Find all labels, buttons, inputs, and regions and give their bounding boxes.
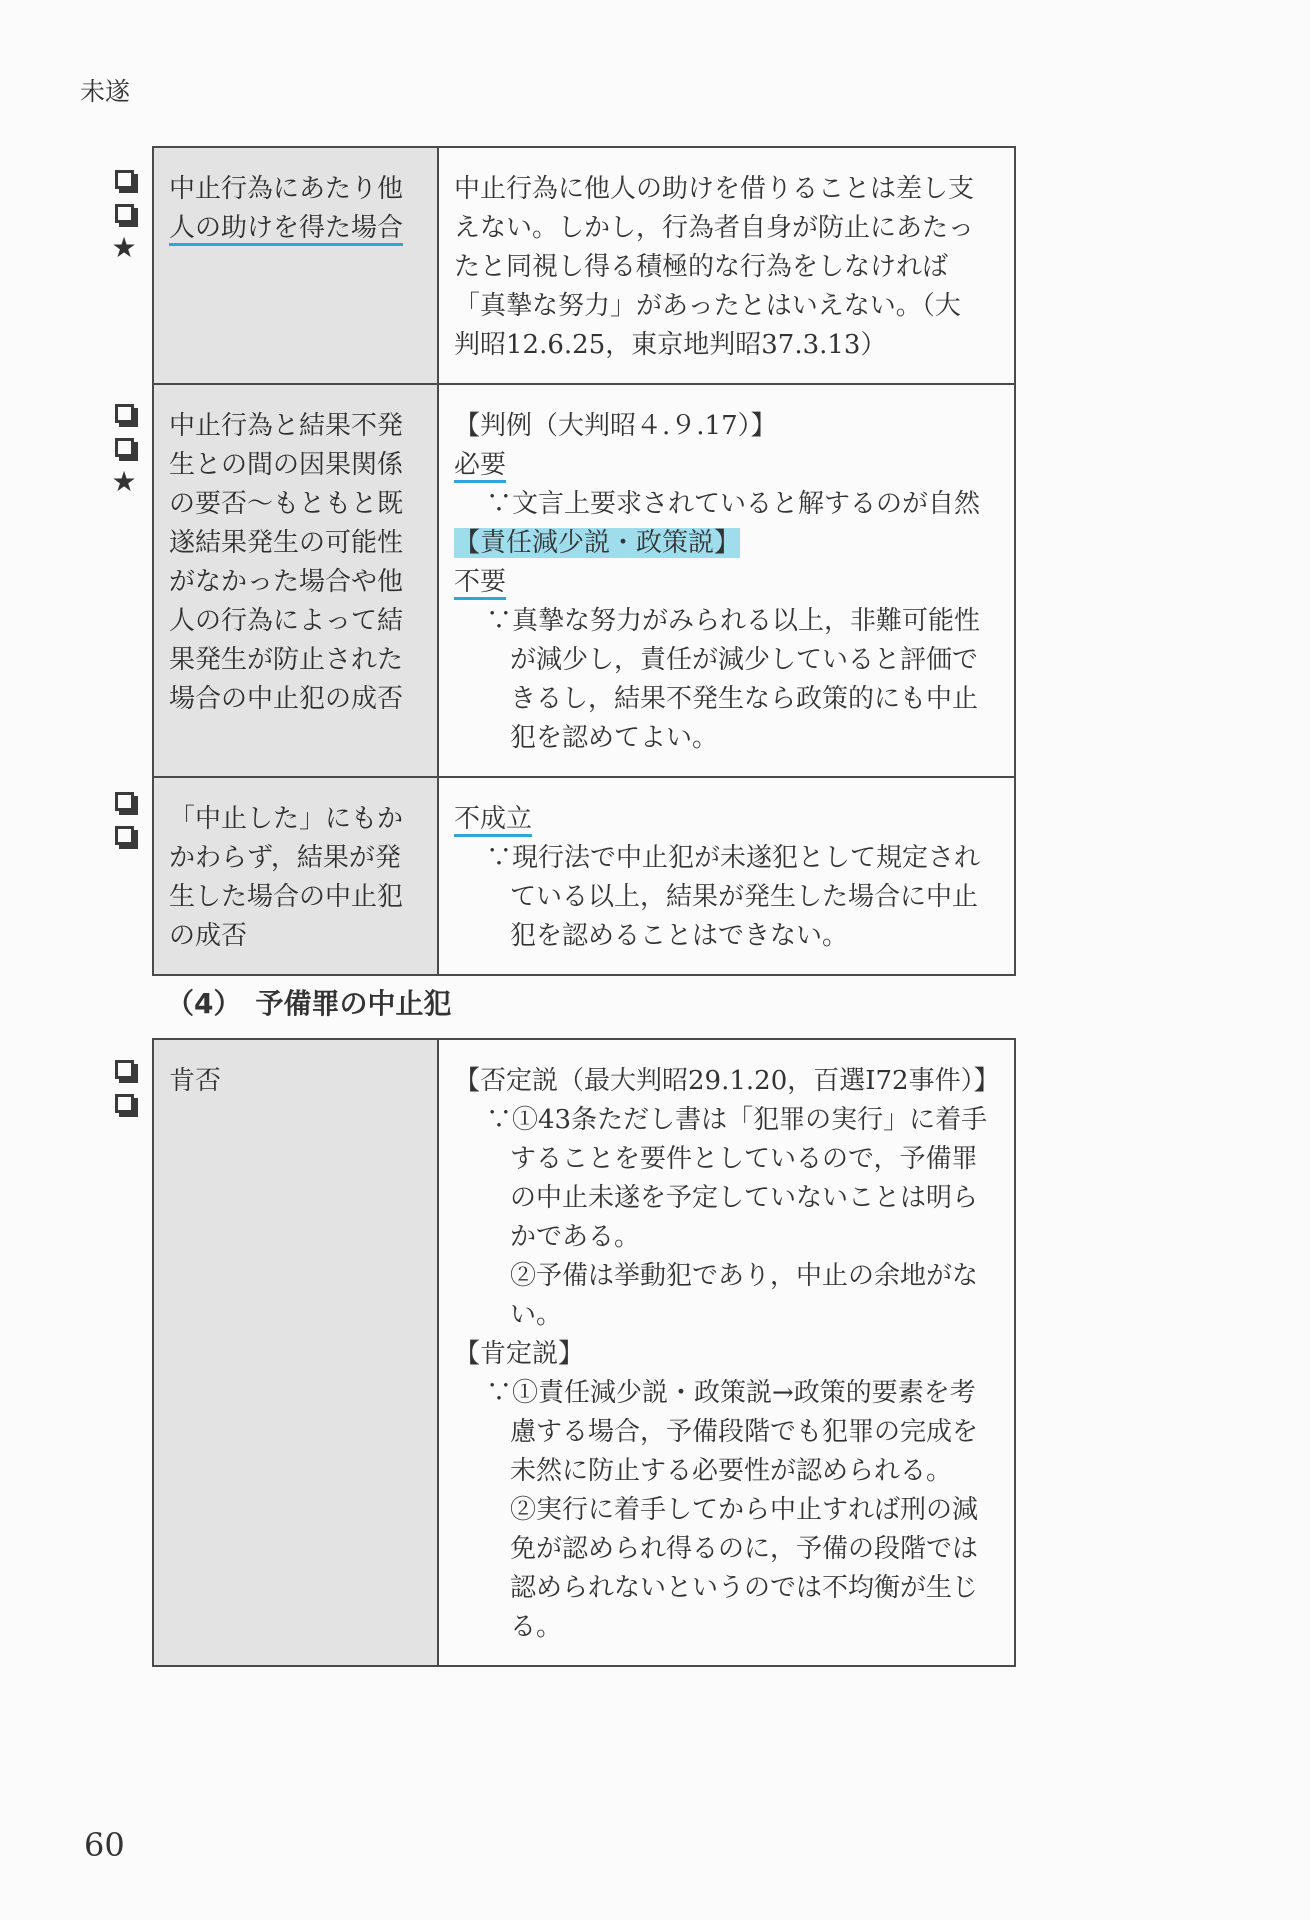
- content-line: えない。しかし，行為者自身が防止にあたっ: [454, 213, 975, 243]
- issue-cell: [153, 384, 438, 777]
- content-line: かである。: [510, 1222, 641, 1252]
- content-line: ∵真摯な努力がみられる以上，非難可能性: [486, 606, 981, 636]
- issue-cell: [153, 1039, 438, 1666]
- content-line: たと同視し得る積極的な行為をしなければ: [454, 252, 949, 282]
- row4-marks: [104, 1054, 144, 1122]
- checkbox-icon[interactable]: [115, 204, 134, 223]
- content-line: 【責任減少説・政策説】: [454, 528, 741, 558]
- issue-line: 中止行為にあたり他: [169, 174, 404, 204]
- issue-cell: [153, 147, 438, 384]
- checkbox-icon[interactable]: [115, 438, 134, 457]
- content-line: ②予備は挙動犯であり，中止の余地がな: [510, 1261, 979, 1291]
- checkbox-icon[interactable]: [115, 1094, 134, 1113]
- issue-line: の成否: [169, 921, 248, 951]
- preparation-table: [152, 1038, 1016, 1667]
- content-line: ∵①責任減少説・政策説→政策的要素を考: [486, 1378, 976, 1408]
- table-row: [153, 1039, 1015, 1666]
- checkbox-icon[interactable]: [115, 826, 134, 845]
- content-line: の中止未遂を予定していないことは明ら: [510, 1183, 979, 1213]
- content-line: ている以上，結果が発生した場合に中止: [510, 882, 979, 912]
- issue-line: がなかった場合や他: [169, 567, 404, 597]
- issue-cell: [153, 777, 438, 975]
- content-line: 免が認められ得るのに，予備の段階では: [510, 1534, 979, 1564]
- content-line: 【判例（大判昭４.９.17）】: [454, 411, 777, 441]
- issue-line: かわらず，結果が発: [169, 843, 401, 873]
- star-icon: ★: [111, 465, 137, 498]
- section-heading: （4） 予備罪の中止犯: [166, 987, 452, 1020]
- content-cell: [438, 777, 1015, 975]
- content-cell: [438, 147, 1015, 384]
- content-line: 【否定説（最大判昭29.1.20，百選Ⅰ72事件）】: [454, 1066, 1000, 1096]
- issue-line: 人の助けを得た場合: [169, 209, 423, 248]
- content-line: 中止行為に他人の助けを借りることは差し支: [454, 174, 975, 204]
- content-line: 【肯定説】: [454, 1339, 585, 1369]
- content-line: い。: [510, 1300, 563, 1330]
- content-line: 必要: [454, 446, 1000, 485]
- row1-marks: [104, 164, 144, 262]
- content-line: 「真摯な努力」があったとはいえない。（大: [454, 291, 961, 321]
- issue-line: 遂結果発生の可能性: [169, 528, 404, 558]
- content-line: ②実行に着手してから中止すれば刑の減: [510, 1495, 979, 1525]
- checkbox-icon[interactable]: [115, 170, 134, 189]
- content-line: ∵①43条ただし書は「犯罪の実行」に着手: [486, 1105, 988, 1135]
- checkbox-icon[interactable]: [115, 404, 134, 423]
- content-line: 慮する場合，予備段階でも犯罪の完成を: [510, 1417, 979, 1447]
- content-line: 未然に防止する必要性が認められる。: [510, 1456, 953, 1486]
- issue-line: 果発生が防止された: [169, 645, 404, 675]
- content-line: することを要件としているので，予備罪: [510, 1144, 978, 1174]
- content-line: 犯を認めてよい。: [510, 723, 719, 753]
- table-row: [153, 384, 1015, 777]
- content-line: ∵現行法で中止犯が未遂犯として規定され: [486, 843, 981, 873]
- content-line: ∵文言上要求されていると解するのが自然: [486, 489, 981, 519]
- checkbox-icon[interactable]: [115, 792, 134, 811]
- page-number: 60: [84, 1826, 125, 1864]
- checkbox-icon[interactable]: [115, 1060, 134, 1079]
- content-cell: [438, 384, 1015, 777]
- issue-table: [152, 146, 1016, 976]
- issue-line: 肯否: [169, 1066, 222, 1096]
- content-line: 不要: [454, 563, 1000, 602]
- row3-marks: [104, 786, 144, 854]
- issue-line: 場合の中止犯の成否: [169, 684, 404, 714]
- content-line: が減少し，責任が減少していると評価で: [510, 645, 979, 675]
- issue-line: 「中止した」にもか: [169, 804, 404, 834]
- content-line: 不成立: [454, 800, 1000, 839]
- table-row: [153, 777, 1015, 975]
- content-line: きるし，結果不発生なら政策的にも中止: [510, 684, 979, 714]
- content-line: る。: [510, 1612, 563, 1642]
- content-line: 判昭12.6.25，東京地判昭37.3.13）: [454, 330, 887, 360]
- content-line: 認められないというのでは不均衡が生じ: [510, 1573, 979, 1603]
- content-cell: [438, 1039, 1015, 1666]
- running-head: 未遂: [80, 77, 131, 106]
- issue-line: 人の行為によって結: [169, 606, 404, 636]
- content-line: 犯を認めることはできない。: [510, 921, 849, 951]
- issue-line: の要否〜もともと既: [169, 489, 404, 519]
- table-row: [153, 147, 1015, 384]
- issue-line: 生との間の因果関係: [169, 450, 404, 480]
- row2-marks: [104, 398, 144, 496]
- issue-line: 生した場合の中止犯: [169, 882, 404, 912]
- star-icon: ★: [111, 231, 137, 264]
- issue-line: 中止行為と結果不発: [169, 411, 404, 441]
